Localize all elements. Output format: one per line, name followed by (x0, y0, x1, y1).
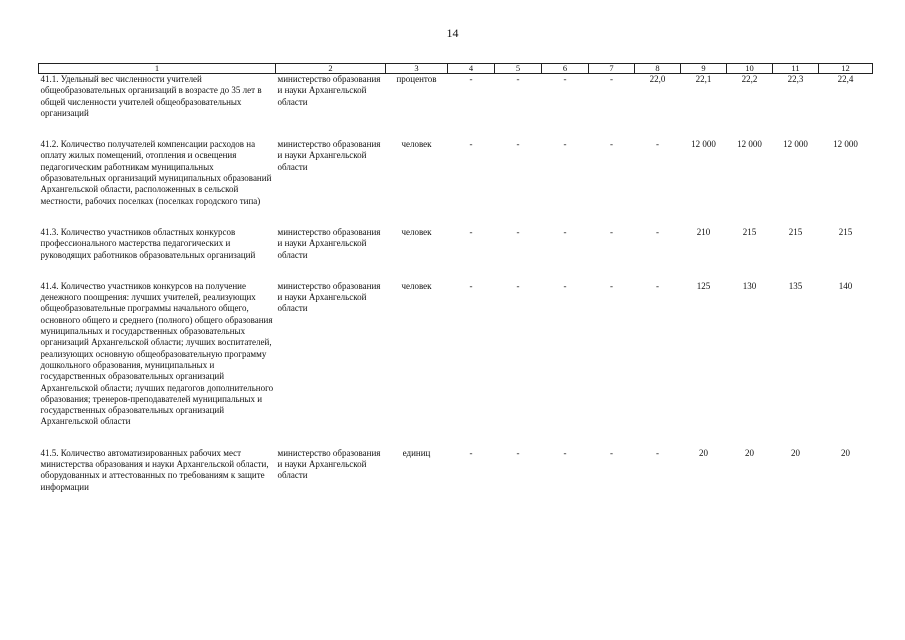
unit: единиц (402, 447, 431, 458)
column-header: 6 (542, 64, 589, 74)
value-cell: - (563, 74, 567, 84)
column-header: 4 (448, 64, 495, 74)
table-row (39, 227, 873, 261)
unit: процентов (396, 74, 437, 84)
value-cell: - (610, 280, 613, 291)
value-cell: 20 (841, 447, 850, 458)
value-cell: 22,1 (695, 74, 712, 84)
column-header: 8 (635, 64, 681, 74)
value-cell: - (610, 226, 613, 237)
value-cell: 125 (696, 280, 711, 291)
column-header: 7 (589, 64, 635, 74)
value-cell: 215 (742, 226, 757, 237)
value-cell: 210 (696, 226, 711, 237)
executor: министерство образования и науки Архангельской области (277, 74, 381, 107)
column-number-row (39, 64, 873, 74)
executor: министерство образования и науки Архангельской области (277, 447, 381, 481)
indicator-name: 41.2. Количество получателей компенсации расходов на оплату жилых помещений, отопления и освещения педагогическим работникам муниципальных образовательных организаций муниципальных образований Архангельской области, расположенных в сельской местности, рабочих поселках (поселках городского типа) (40, 139, 272, 206)
column-header: 1 (39, 64, 276, 74)
value-cell: - (563, 139, 567, 150)
value-cell: - (469, 280, 473, 291)
value-cell: 20 (699, 447, 708, 458)
table-row (39, 281, 873, 428)
value-cell: - (610, 139, 613, 150)
column-header: 9 (681, 64, 727, 74)
value-cell: - (563, 226, 567, 237)
indicator-name: 41.5. Количество автоматизированных рабочих мест министерства образования и науки Архангельской области, оборудованных и аттестованных по требованиям к защите информации (40, 447, 269, 492)
value-cell: 22,4 (837, 74, 854, 84)
value-cell: - (610, 447, 613, 458)
value-cell: - (610, 74, 613, 84)
indicator-name: 41.3. Количество участников областных конкурсов профессионального мастерства педагогических и руководящих работников образовательных организаций (40, 226, 256, 260)
column-header: 3 (386, 64, 448, 74)
value-cell: - (656, 280, 659, 291)
table-row (39, 448, 873, 493)
value-cell: - (516, 74, 520, 84)
value-cell: 12 000 (783, 139, 808, 150)
column-header: 11 (773, 64, 819, 74)
value-cell: 135 (788, 280, 803, 291)
value-cell: 22,2 (741, 74, 758, 84)
value-cell: - (656, 139, 659, 150)
value-cell: - (469, 226, 473, 237)
column-header: 5 (495, 64, 542, 74)
value-cell: 22,0 (649, 74, 666, 84)
value-cell: 20 (745, 447, 754, 458)
unit: человек (401, 280, 432, 291)
value-cell: - (563, 280, 567, 291)
unit: человек (401, 139, 432, 150)
value-cell: 12 000 (833, 139, 858, 150)
table-row (39, 139, 873, 207)
page-number: 14 (446, 26, 459, 40)
value-cell: - (469, 447, 473, 458)
value-cell: 130 (742, 280, 757, 291)
row-spacer (39, 261, 873, 281)
value-cell: - (516, 226, 520, 237)
value-cell: 12 000 (691, 139, 716, 150)
row-spacer (39, 428, 873, 448)
executor: министерство образования и науки Архангельской области (277, 139, 381, 172)
value-cell: - (516, 280, 520, 291)
value-cell: - (516, 139, 520, 150)
indicators-table (38, 63, 873, 493)
column-header: 12 (819, 64, 873, 74)
value-cell: 20 (791, 447, 800, 458)
executor: министерство образования и науки Архангельской области (277, 226, 381, 260)
column-header: 10 (727, 64, 773, 74)
column-header: 2 (276, 64, 386, 74)
row-spacer (39, 119, 873, 139)
value-cell: 215 (788, 226, 803, 237)
row-spacer (39, 207, 873, 227)
unit: человек (401, 226, 432, 237)
indicator-name: 41.4. Количество участников конкурсов на получение денежного поощрения: лучших учителей, реализующих общеобразовательные программы начального общего, основного общего и среднего (полного) общего образования муниципальных и государственных образовательных организаций Архангельской области; лучших воспитателей, реализующих основную общеобразовательную программу дошкольного образования, муниципальных и государственных образовательных организаций Архангельской области; лучших педагогов дополнительного образования; тренеров-преподавателей муниципальных и государственных образовательных организаций Архангельской области (40, 280, 274, 427)
value-cell: 22,3 (787, 74, 804, 84)
value-cell: 215 (838, 226, 853, 237)
value-cell: 140 (838, 280, 853, 291)
value-cell: - (516, 447, 520, 458)
indicator-name: 41.1. Удельный вес численности учителей общеобразовательных организаций в возрасте до 35 лет в общей численности учителей общеобразовательных организаций (40, 74, 262, 118)
executor: министерство образования и науки Архангельской области (277, 280, 381, 314)
value-cell: - (656, 447, 659, 458)
value-cell: - (469, 74, 473, 84)
value-cell: 12 000 (737, 139, 762, 150)
table-row (39, 74, 873, 120)
value-cell: - (469, 139, 473, 150)
value-cell: - (563, 447, 567, 458)
value-cell: - (656, 226, 659, 237)
